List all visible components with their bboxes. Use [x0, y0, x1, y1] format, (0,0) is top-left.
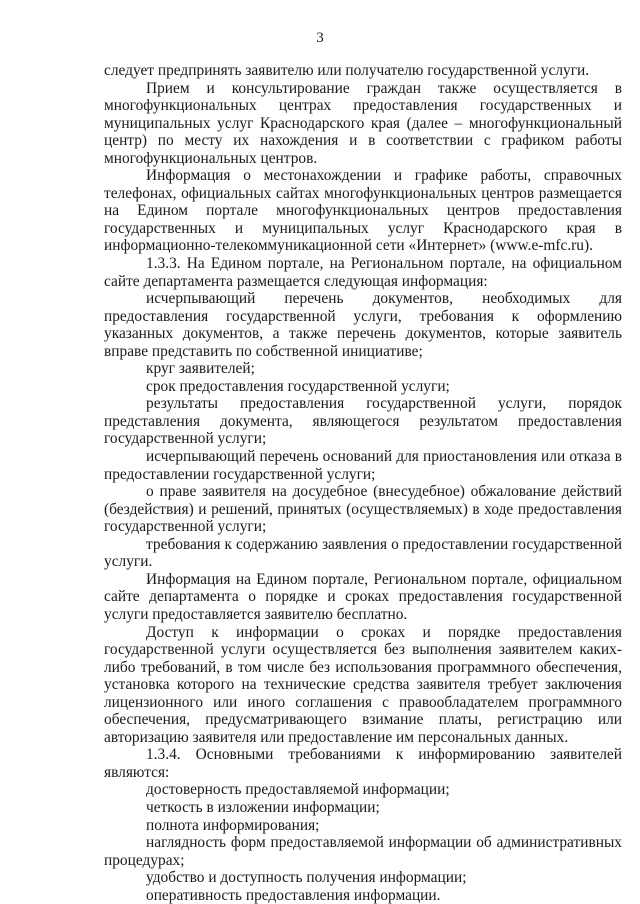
paragraph-free-info: Информация на Едином портале, Региональном портале, официальном сайте департамента о порядке и сроках предоставления государственной услуги предоставляется заявителю бесплатно. — [104, 570, 622, 623]
list-item-visibility: наглядность форм предоставляемой информации об административных процедурах; — [104, 834, 622, 869]
paragraph-1-3-3: 1.3.3. На Едином портале, на Региональном портале, на официальном сайте департамента размещается следующая информация: — [104, 255, 622, 290]
paragraph-1-3-4: 1.3.4. Основными требованиями к информированию заявителей являются: — [104, 746, 622, 781]
list-item-requirements: требования к содержанию заявления о предоставлении государственной услуги. — [104, 535, 622, 571]
list-item-documents: исчерпывающий перечень документов, необходимых для предоставления государственной услуги, требования к оформлению указанных документов, а также перечень документов, которые заявитель вправе представить по собственной инициативе; — [104, 290, 622, 360]
list-item-promptness: оперативность предоставления информации. — [146, 886, 441, 904]
list-item-appeal: о праве заявителя на досудебное (внесудебное) обжалование действий (бездействия) и решений, принятых (осуществляемых) в ходе предоставления государственной услуги; — [104, 483, 622, 536]
list-item-reliability: достоверность предоставляемой информации; — [146, 781, 450, 799]
list-item-clarity: четкость в изложении информации; — [146, 798, 380, 816]
paragraph-continuation: следует предпринять заявителю или получателю государственной услуги. — [104, 62, 590, 79]
paragraph-mfc-info: Информация о местонахождении и графике работы, справочных телефонах, официальных сайтах многофункциональных центров размещается на Едином портале многофункциональных центров предоставления государственных и муниципальных услуг Краснодарского края в информационно-телекоммуникационной сети «Интернет» (www.e-mfc.ru). — [104, 167, 622, 255]
list-item-completeness: полнота информирования; — [146, 816, 320, 834]
page-number: 3 — [316, 30, 324, 46]
paragraph-mfc-consulting: Прием и консультирование граждан также осуществляется в многофункциональных центрах предоставления государственных и муниципальных услуг Краснодарского края (далее – многофункциональный центр) по месту их нахождения и в соответствии с графиком работы многофункциональных центров. — [104, 79, 622, 167]
document-body — [104, 62, 622, 904]
list-item-convenience: удобство и доступность получения информации; — [146, 869, 467, 887]
list-item-results: результаты предоставления государственной услуги, порядок представления документа, являющегося результатом предоставления государственной услуги; — [104, 395, 622, 448]
list-item-term: срок предоставления государственной услуги; — [146, 377, 450, 395]
paragraph-access: Доступ к информации о сроках и порядке предоставления государственной услуги осуществляется без выполнения заявителем каких-либо требований, в том числе без использования программного обеспечения, установка которого на технические средства заявителя требует заключения лицензионного или иного соглашения с правообладателем программного обеспечения, предусматривающего взимание платы, регистрацию или авторизацию заявителя или предоставление им персональных данных. — [104, 623, 622, 746]
list-item-applicants: круг заявителей; — [146, 360, 255, 378]
list-item-grounds: исчерпывающий перечень оснований для приостановления или отказа в предоставлении государственной услуги; — [104, 448, 622, 483]
